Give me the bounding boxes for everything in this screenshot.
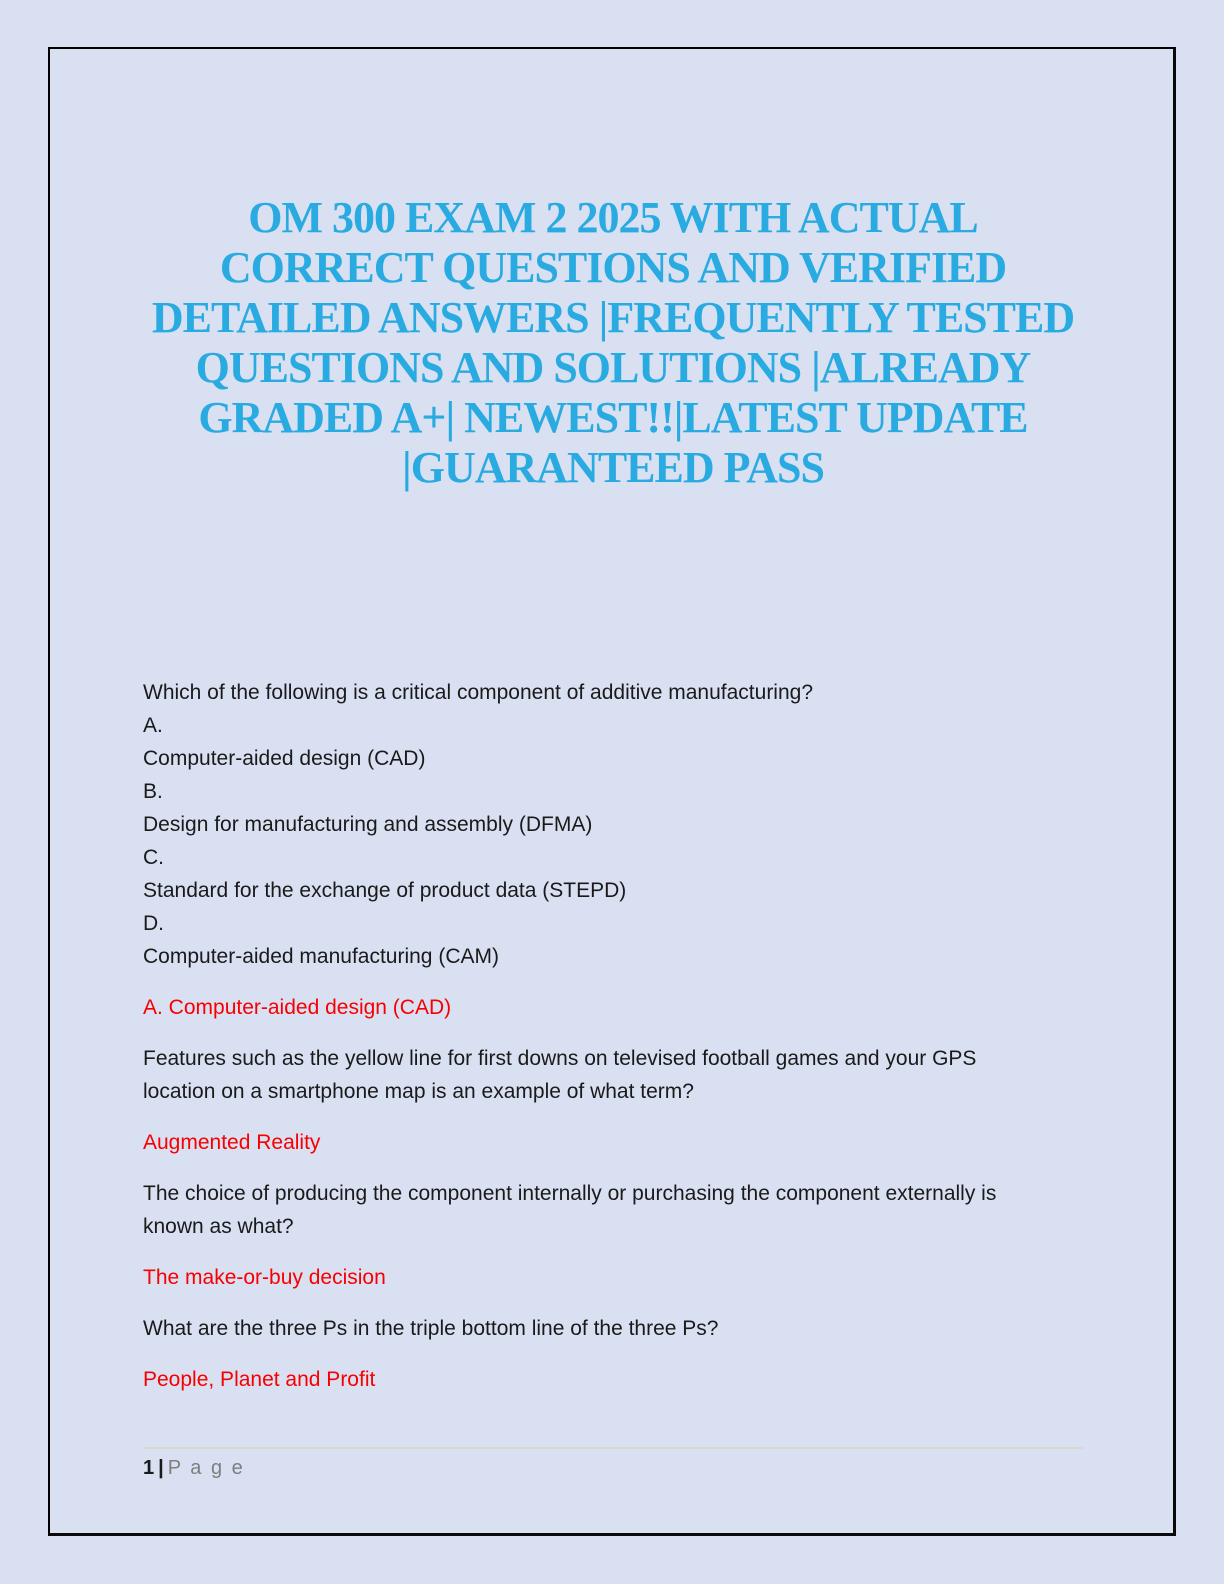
title-line: OM 300 EXAM 2 2025 WITH ACTUAL [248, 193, 978, 242]
document-body [143, 676, 1088, 1414]
title-line: CORRECT QUESTIONS AND VERIFIED [219, 243, 1007, 292]
option-text: Standard for the exchange of product data (STEPD) [143, 879, 627, 902]
question-text: location on a smartphone map is an example of what term? [143, 1080, 694, 1103]
footer-page-label: P a g e [167, 1457, 245, 1479]
title-line: DETAILED ANSWERS |FREQUENTLY TESTED [151, 293, 1075, 342]
document-title [143, 193, 1083, 493]
option-letter: C. [143, 846, 164, 869]
question-text: The choice of producing the component internally or purchasing the component externally is [143, 1182, 997, 1205]
title-line: |GUARANTEED PASS [402, 443, 824, 492]
option-text: Design for manufacturing and assembly (DFMA) [143, 813, 593, 836]
option-text: Computer-aided manufacturing (CAM) [143, 945, 499, 968]
question-block [143, 1177, 1088, 1243]
page-footer [143, 1447, 1083, 1480]
option-letter: A. [143, 714, 163, 737]
answer-block [143, 991, 1088, 1024]
answer-block [143, 1261, 1088, 1294]
answer-block [143, 1126, 1088, 1159]
answer-text: The make-or-buy decision [143, 1266, 386, 1289]
question-block [143, 1042, 1088, 1108]
answer-text: A. Computer-aided design (CAD) [143, 996, 452, 1019]
question-block [143, 676, 1088, 973]
answer-block [143, 1363, 1088, 1396]
answer-text: Augmented Reality [143, 1131, 321, 1154]
question-text: known as what? [143, 1215, 294, 1238]
question-text: Features such as the yellow line for first downs on televised football games and your GPS [143, 1047, 977, 1070]
question-text: What are the three Ps in the triple bottom line of the three Ps? [143, 1317, 719, 1340]
question-block [143, 1312, 1088, 1345]
footer-separator: | [158, 1457, 164, 1479]
question-text: Which of the following is a critical component of additive manufacturing? [143, 681, 814, 704]
option-text: Computer-aided design (CAD) [143, 747, 426, 770]
title-line: GRADED A+| NEWEST!!|LATEST UPDATE [198, 393, 1028, 442]
answer-text: People, Planet and Profit [143, 1368, 376, 1391]
option-letter: B. [143, 780, 163, 803]
title-line: QUESTIONS AND SOLUTIONS |ALREADY [195, 343, 1031, 392]
option-letter: D. [143, 912, 164, 935]
page-number: 1 [143, 1457, 155, 1479]
